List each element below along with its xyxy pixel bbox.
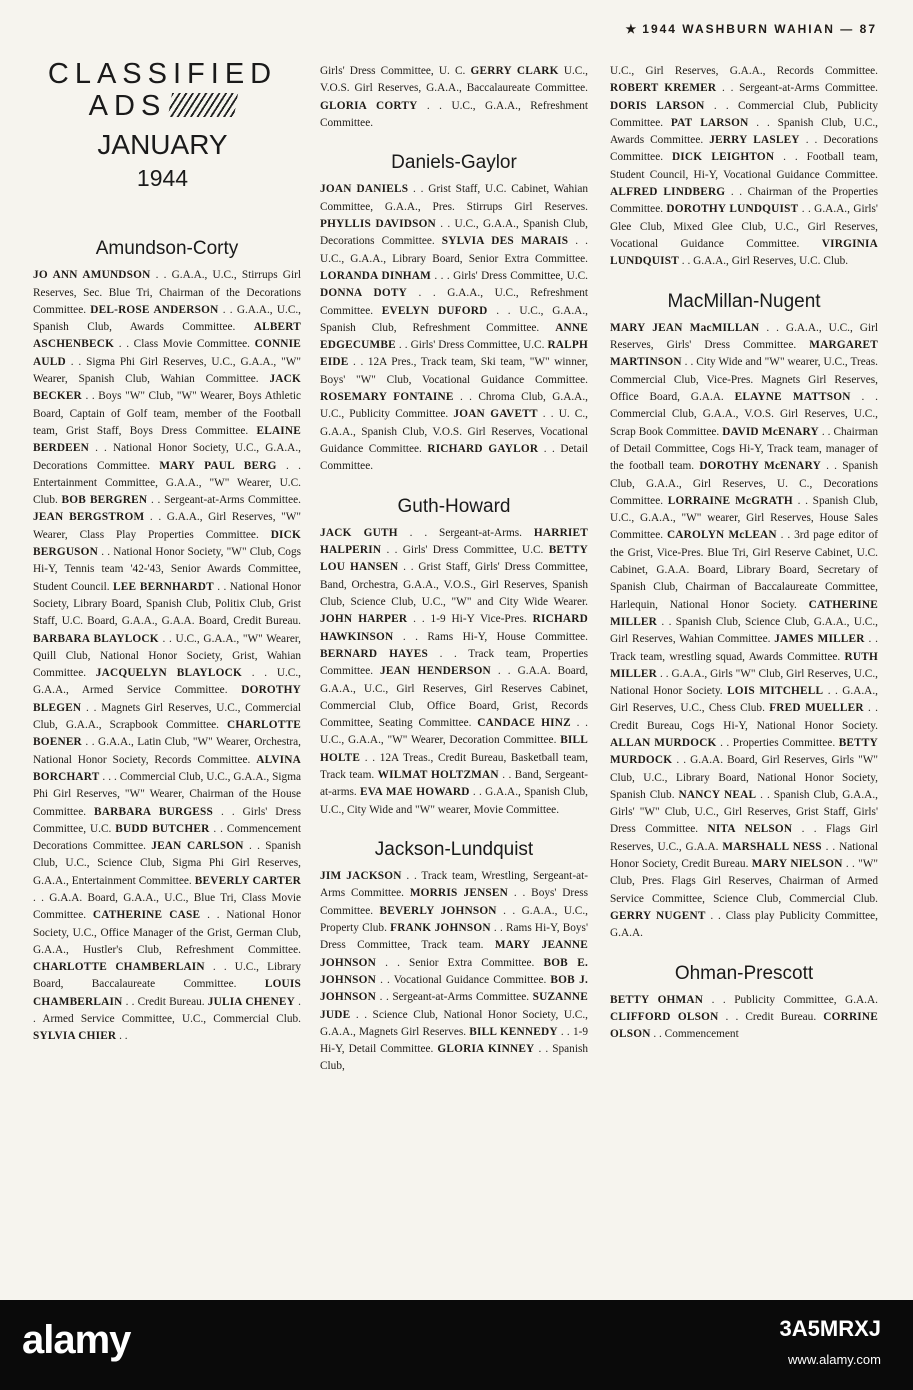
student-activities: . . 3rd page editor of the Grist, Vice-Pres. Blue Tri, Girl Reserve Cabinet, U.C. Cabinet, G.A.A. Board, Library Board, Secretary of Spanish Club, Chairman of Baccalaureate Committee, Harlequin, National Honor Society. (610, 529, 878, 611)
student-name: CANDACE HINZ (477, 717, 571, 730)
student-activities: . . G.A.A., Girl Reserves, U.C., Chess Club. (610, 685, 878, 715)
student-activities: . . U.C., G.A.A., Spanish Club, Decorations Committee. (320, 218, 588, 248)
student-activities: . . . Girls' Dress Committee, U.C. (431, 269, 589, 282)
student-activities: . . G.A.A., U.C., Girl Reserves, Girls' Dress Committee. (610, 321, 878, 352)
student-activities: . . Decorations Committee. (610, 134, 878, 164)
section-body (610, 320, 878, 943)
student-activities: . . G.A.A., U.C., Refreshment Committee. (320, 287, 588, 317)
student-name: PHYLLIS DAVIDSON (320, 218, 436, 231)
student-name: BETTY MURDOCK (610, 736, 878, 767)
student-activities: . . Class play Publicity Committee, G.A.A. (610, 909, 878, 940)
student-activities: . . 12A Pres., Track team, Ski team, "W" winner, Boys' "W" Club, Vocational Guidance Committee. (320, 356, 588, 386)
student-name: BOB J. JOHNSON (320, 973, 588, 1004)
student-name: ALLAN MURDOCK (610, 736, 717, 749)
watermark-footer (0, 1300, 913, 1390)
student-name: MARY JEANNE JOHNSON (320, 939, 588, 969)
student-activities: . . Track team, Wrestling, Sergeant-at-Arms Committee. (320, 870, 588, 900)
student-name: SUZANNE JUDE (320, 991, 588, 1021)
student-activities: . . G.A.A., U.C., Spanish Club, Awards Committee. (33, 303, 302, 334)
student-name: BOB BERGREN (61, 494, 148, 507)
student-name: GLORIA CORTY (320, 99, 418, 112)
student-name: CATHERINE MILLER (610, 598, 878, 628)
student-name: ROSEMARY FONTAINE (320, 391, 454, 404)
student-activities: . . G.A.A., Spanish Club, U.C., City Wide and "W" wearer, Movie Committee. (320, 786, 588, 816)
section-heading: Amundson-Corty (95, 238, 239, 259)
student-name: DONNA DOTY (320, 287, 407, 300)
student-name: MARSHALL NESS (722, 840, 822, 853)
student-name: RUTH MILLER (610, 650, 878, 680)
student-name: BOB E. JOHNSON (320, 956, 589, 986)
student-activities: . . Class Movie Committee. (114, 338, 255, 351)
student-activities: . . Entertainment Committee, G.A.A., "W" Wearer, U.C. Club. (33, 459, 302, 507)
student-activities: . . Rams Hi-Y, House Committee. (393, 630, 588, 643)
section-body (610, 63, 878, 271)
student-activities: . . Vocational Guidance Committee. (376, 973, 551, 986)
student-name: JERRY LASLEY (709, 134, 800, 147)
student-name: SYLVIA CHIER (33, 1030, 117, 1043)
student-name: DAVID McENARY (722, 425, 819, 438)
student-name: DOROTHY BLEGEN (33, 684, 301, 714)
student-name: RALPH EIDE (320, 339, 588, 369)
student-activities: . . Senior Extra Committee. (376, 956, 544, 969)
student-name: MARY JEAN MacMILLAN (610, 321, 760, 334)
student-activities: . . G.A.A., U.C., Property Club. (320, 904, 588, 935)
student-activities: . . Publicity Committee, G.A.A. (703, 993, 878, 1006)
section-body (320, 525, 588, 819)
student-activities: . . National Honor Society, Library Board, Spanish Club, Politix Club, Grist Staff, U.C. Board, G.A.A., G.A.A. Board, Credit Bureau. (33, 580, 301, 628)
student-name: MORRIS JENSEN (409, 887, 509, 900)
section-heading: Jackson-Lundquist (374, 838, 534, 860)
student-activities: . . Spanish Club, Science Club, G.A.A., U.C., Girl Reserves, Wahian Committee. (610, 615, 878, 646)
student-name: DICK BERGUSON (33, 528, 301, 559)
student-name: HARRIET HALPERIN (320, 526, 588, 557)
student-name: DOROTHY LUNDQUIST (666, 203, 799, 216)
student-activities: . . G.A.A., U.C., Stirrups Girl Reserves, Sec. Blue Tri, Chairman of the Decorations Committee. (33, 269, 301, 316)
student-activities: U.C., V.O.S. Girl Reserves, G.A.A., Baccalaureate Committee. (320, 65, 588, 95)
student-activities: . . G.A.A., Girl Reserves, "W" Wearer, Class Play Properties Committee. (33, 511, 301, 541)
title-line-ads (30, 90, 295, 122)
student-name: CLIFFORD OLSON (610, 1011, 719, 1024)
student-activities: . . Spanish Club, (320, 1043, 588, 1073)
student-name: VIRGINIA LUNDQUIST (610, 237, 878, 268)
student-name: BETTY OHMAN (610, 993, 704, 1006)
student-name: SYLVIA DES MARAIS (441, 235, 569, 248)
student-activities: . . Commercial Club, Publicity Committee. (610, 99, 878, 129)
student-name: ALBERT ASCHENBECK (33, 321, 301, 351)
section-body (320, 868, 588, 1076)
student-activities: . . Spanish Club, G.A.A., Girl Reserves, U. C., Decorations Committee. (610, 460, 878, 507)
student-name: LOUIS CHAMBERLAIN (33, 978, 301, 1008)
student-name: ELAINE BERDEEN (33, 424, 301, 455)
student-name: DICK LEIGHTON (671, 151, 775, 164)
student-name: MARGARET MARTINSON (610, 339, 878, 369)
student-name: FRANK JOHNSON (390, 922, 491, 935)
student-name: BERNARD HAYES (320, 647, 428, 660)
student-activities: . . Chairman of Detail Committee, Cogs Hi-Y, Track team, manager of the football team. (610, 425, 878, 473)
student-activities: . . Sergeant-at-Arms. (397, 526, 534, 539)
student-activities: . . . Commercial Club, U.C., G.A.A., Sigma Phi Girl Reserves, "W" Wearer, Chairman of the House Committee. (33, 770, 301, 818)
student-activities: . . Spanish Club, G.A.A., Girls' "W" Club, U.C., Girl Reserves, Grist Staff, Girls' Dress Committee. (610, 788, 878, 836)
student-activities: . . "W" Club, Pres. Flags Girl Reserves, Chairman of Armed Service Committee, Science Club, Commercial Club. (610, 858, 878, 905)
student-name: LOIS MITCHELL (727, 685, 824, 698)
student-activities: . . Girls' Dress Committee, U.C. (33, 805, 301, 835)
student-activities: . . U.C., G.A.A., "W" Wearer, Decoration Committee. (320, 717, 589, 747)
student-name: CONNIE AULD (33, 338, 301, 368)
student-name: EVA MAE HOWARD (359, 786, 470, 799)
footer-url: www.alamy.com (788, 1352, 881, 1367)
student-name: JEAN BERGSTROM (33, 511, 145, 524)
student-name: JACK GUTH (320, 526, 398, 539)
student-name: BARBARA BLAYLOCK (33, 632, 159, 645)
student-activities: . . Track team, wrestling squad, Awards Committee. (610, 633, 878, 663)
student-activities: . . G.A.A., Girl Reserves, U.C. Club. (678, 255, 849, 268)
student-name: ALVINA BORCHART (33, 753, 301, 783)
student-activities: . . Boys' Dress Committee. (320, 887, 589, 917)
student-name: CHARLOTTE CHAMBERLAIN (33, 961, 205, 974)
student-name: CATHERINE CASE (92, 909, 201, 922)
student-name: LEE BERNHARDT (113, 580, 214, 593)
student-name: MARY PAUL BERG (159, 459, 277, 472)
student-activities: . . Flags Girl Reserves, U.C., G.A.A. (610, 823, 878, 853)
student-activities: . . Track team, Properties Committee. (320, 647, 589, 678)
footer-image-id: 3A5MRXJ (779, 1316, 881, 1341)
student-activities: . . Chairman of the Properties Committee. (610, 186, 878, 216)
student-activities: . . G.A.A., Girls "W" Club, Girl Reserves, U.C., National Honor Society. (610, 667, 878, 698)
text-column-2 (320, 63, 588, 1076)
student-activities: . . U.C., G.A.A., Spanish Club, Refreshment Committee. (320, 304, 588, 334)
student-activities: . . National Honor Society, "W" Club, Cogs Hi-Y, Tennis team '42-'43, Senior Awards Committee, Student Council. (33, 546, 301, 593)
student-activities: . . Credit Bureau. (718, 1011, 824, 1024)
student-activities: . . U.C., G.A.A., "W" Wearer, Quill Club, National Honor Society, Grist, Wahian Committee. (33, 632, 301, 680)
student-name: GERRY NUGENT (610, 909, 706, 922)
section-body (320, 181, 588, 475)
student-name: BEVERLY CARTER (194, 874, 301, 887)
student-name: PAT LARSON (670, 116, 749, 129)
student-name: DORIS LARSON (610, 99, 705, 112)
section-body (320, 63, 588, 132)
hatch-decoration-icon (168, 93, 238, 117)
student-name: MARY NIELSON (751, 858, 843, 871)
student-name: ALFRED LINDBERG (610, 186, 726, 199)
student-name: CAROLYN McLEAN (666, 529, 777, 542)
student-activities: . . Spanish Club, U.C., Science Club, Sigma Phi Girl Reserves, G.A.A., Entertainment Committee. (33, 840, 301, 887)
student-name: ROBERT KREMER (610, 82, 717, 95)
student-name: GERRY CLARK (470, 65, 559, 77)
student-name: JEAN CARLSON (151, 840, 244, 853)
student-name: RICHARD GAYLOR (427, 442, 539, 455)
student-activities: . . Magnets Girl Reserves, U.C., Commercial Club, G.A.A., Scrapbook Committee. (33, 701, 301, 732)
student-activities: . . U.C., Library Board, Baccalaureate Committee. (33, 961, 301, 991)
student-activities: . . Commencement (650, 1028, 739, 1041)
title-line-year: 1944 (136, 165, 189, 191)
star-icon: ★ (625, 22, 639, 36)
student-name: BETTY LOU HANSEN (320, 544, 588, 574)
student-activities: . . Girls' Dress Committee, U.C. (395, 339, 548, 352)
student-name: JIM JACKSON (320, 870, 402, 883)
student-activities: . . National Honor Society, Credit Bureau. (610, 840, 878, 871)
student-activities: . . Commencement Decorations Committee. (33, 822, 301, 853)
student-activities: . . U.C., G.A.A., Refreshment Committee. (320, 99, 588, 129)
student-name: JAMES MILLER (774, 633, 865, 646)
section-body (33, 267, 301, 1045)
student-activities: . . 1-9 Hi-Y Vice-Pres. (407, 613, 533, 626)
student-activities: . . Spanish Club, U.C., Awards Committee. (610, 116, 878, 147)
running-header (626, 22, 877, 36)
student-activities: . . U.C., G.A.A., Library Board, Senior Extra Committee. (320, 235, 588, 265)
student-activities: Girls' Dress Committee, U. C. (320, 65, 471, 77)
section-body (610, 992, 878, 1044)
student-activities: . . 1-9 Hi-Y, Detail Committee. (320, 1025, 589, 1056)
student-name: JOHN HARPER (320, 613, 408, 626)
student-activities: . . Sigma Phi Girl Reserves, U.C., G.A.A., "W" Wearer, Spanish Club, Wahian Committee. (33, 355, 301, 386)
student-activities: . . G.A.A. Board, G.A.A., U.C., Blue Tri, Class Movie Committee. (33, 891, 301, 922)
student-activities: . . Football team, Student Council, Hi-Y, Vocational Guidance Committee. (610, 151, 878, 181)
student-activities: . . Detail Committee. (320, 442, 588, 473)
student-activities: . . Girls' Dress Committee, U.C. (381, 544, 549, 557)
student-name: ANNE EDGECUMBE (320, 321, 588, 352)
student-name: BUDD BUTCHER (115, 822, 210, 835)
student-activities: . . Spanish Club, U.C., G.A.A., "W" wearer, Girl Reserves, House Sales Committee. (610, 494, 878, 542)
section-heading: Ohman-Prescott (674, 962, 814, 984)
student-name: JOAN GAVETT (453, 408, 538, 421)
student-activities: U.C., Girl Reserves, G.A.A., Records Committee. (610, 65, 878, 77)
student-activities: . . Armed Service Committee, U.C., Commercial Club. (33, 995, 301, 1026)
student-name: DEL-ROSE ANDERSON (90, 303, 219, 316)
section-heading: Guth-Howard (397, 495, 511, 517)
student-activities: . . Sergeant-at-Arms Committee. (376, 991, 533, 1004)
student-name: FRED MUELLER (769, 702, 864, 715)
student-activities: . . Sergeant-at-Arms Committee. (716, 82, 878, 95)
title-ads-text: ADS (88, 90, 167, 122)
student-name: BARBARA BURGESS (94, 805, 214, 818)
student-name: CHARLOTTE BOENER (33, 719, 301, 749)
student-activities: . . City Wide and "W" wearer, U.C., Treas. Commercial Club, Vice-Pres. Magnets Girl Reserves, Office Board, G.A.A. (610, 356, 878, 404)
student-name: BILL KENNEDY (469, 1025, 558, 1038)
student-activities: . . Sergeant-at-Arms Committee. (147, 494, 302, 507)
student-activities: . . Commercial Club, G.A.A., V.O.S. Girl Reserves, U.C., Scrap Book Committee. (610, 391, 879, 438)
student-activities: . . G.A.A. Board, Girl Reserves, Girls "W" Club, U.C., Library Board, National Honor Society, Spanish Club. (610, 754, 878, 801)
title-line-classified: CLASSIFIED (47, 58, 278, 90)
student-activities: . . (116, 1030, 128, 1043)
student-activities: . . Science Club, National Honor Society, U.C., G.A.A., Magnets Girl Reserves. (320, 1008, 588, 1038)
student-activities: . . Band, Sergeant-at-arms. (320, 768, 588, 799)
student-name: DOROTHY McENARY (699, 460, 821, 473)
page-title (30, 58, 295, 194)
text-column-1 (33, 240, 301, 1046)
student-activities: . . G.A.A., Latin Club, "W" Wearer, Orchestra, National Honor Society, Records Committee. (33, 736, 301, 766)
student-name: EVELYN DUFORD (381, 304, 488, 317)
student-name: JO ANN AMUNDSON (33, 269, 151, 282)
student-activities: . . Grist Staff, Girls' Dress Committee, Band, Orchestra, G.A.A., V.O.S., Girl Reserves, Spanish Club, Science Club, U.C., "W" and City Wide Wearer. (320, 561, 588, 609)
student-activities: . . National Honor Society, U.C., G.A.A., Decorations Committee. (33, 442, 301, 472)
student-name: NANCY NEAL (678, 788, 757, 801)
student-name: LORRAINE McGRATH (667, 494, 793, 507)
student-activities: . . Rams Hi-Y, Boys' Dress Committee, Track team. (320, 922, 588, 952)
title-line-month: JANUARY (97, 129, 228, 160)
section-heading: MacMillan-Nugent (667, 290, 821, 312)
student-name: JACQUELYN BLAYLOCK (95, 667, 242, 680)
student-activities: . . Credit Bureau, Cogs Hi-Y, National Honor Society. (610, 702, 878, 732)
footer-brand: alamy (22, 1318, 131, 1362)
section-heading: Daniels-Gaylor (391, 152, 517, 174)
student-activities: . . National Honor Society, U.C., Office Manager of the Grist, German Club, G.A.A., Hustler's Club, Refreshment Committee. (33, 909, 301, 956)
header-text: 1944 WASHBURN WAHIAN — 87 (642, 22, 877, 36)
student-activities: . . 12A Treas., Credit Bureau, Basketball team, Track team. (320, 751, 588, 781)
student-name: LORANDA DINHAM (320, 269, 432, 282)
student-name: JACK BECKER (33, 373, 301, 403)
student-name: JOAN DANIELS (320, 183, 409, 196)
student-name: GLORIA KINNEY (437, 1043, 535, 1056)
student-activities: . . Boys "W" Club, "W" Wearer, Boys Athletic Board, Captain of Golf team, member of the Football team, Grist Staff, Boys Dress Committee. (33, 390, 301, 437)
student-name: BILL HOLTE (320, 734, 588, 764)
student-activities: . . Chroma Club, G.A.A., U.C., Publicity Committee. (320, 391, 588, 421)
student-activities: . . G.A.A. Board, G.A.A., U.C., Girl Reserves, Girl Reserves Cabinet, Commercial Club, Office Board, Grist, Records Committee, Seating Committee. (320, 665, 588, 730)
student-name: BEVERLY JOHNSON (379, 904, 497, 917)
student-activities: . . U.C., G.A.A., Armed Service Committee. (33, 667, 301, 697)
text-column-3 (610, 63, 878, 1044)
student-name: JULIA CHENEY (207, 995, 295, 1008)
student-activities: . . U. C., G.A.A., Spanish Club, V.O.S. Girl Reserves, Vocational Guidance Committee. (320, 408, 588, 455)
student-name: JEAN HENDERSON (380, 665, 491, 678)
student-activities: . . Credit Bureau. (122, 995, 208, 1008)
student-name: ELAYNE MATTSON (734, 391, 851, 404)
student-activities: . . G.A.A., Girls' Glee Club, Mixed Glee Club, U.C., Girl Reserves, Vocational Guidance Committee. (610, 203, 878, 250)
student-name: CORRINE OLSON (610, 1011, 878, 1041)
student-activities: . . Grist Staff, U.C. Cabinet, Wahian Committee, G.A.A., Pres. Stirrups Girl Reserves. (320, 183, 588, 213)
student-name: WILMAT HOLTZMAN (377, 768, 499, 781)
student-activities: . . Properties Committee. (716, 736, 839, 749)
student-name: RICHARD HAWKINSON (320, 613, 588, 643)
student-name: NITA NELSON (707, 823, 793, 836)
